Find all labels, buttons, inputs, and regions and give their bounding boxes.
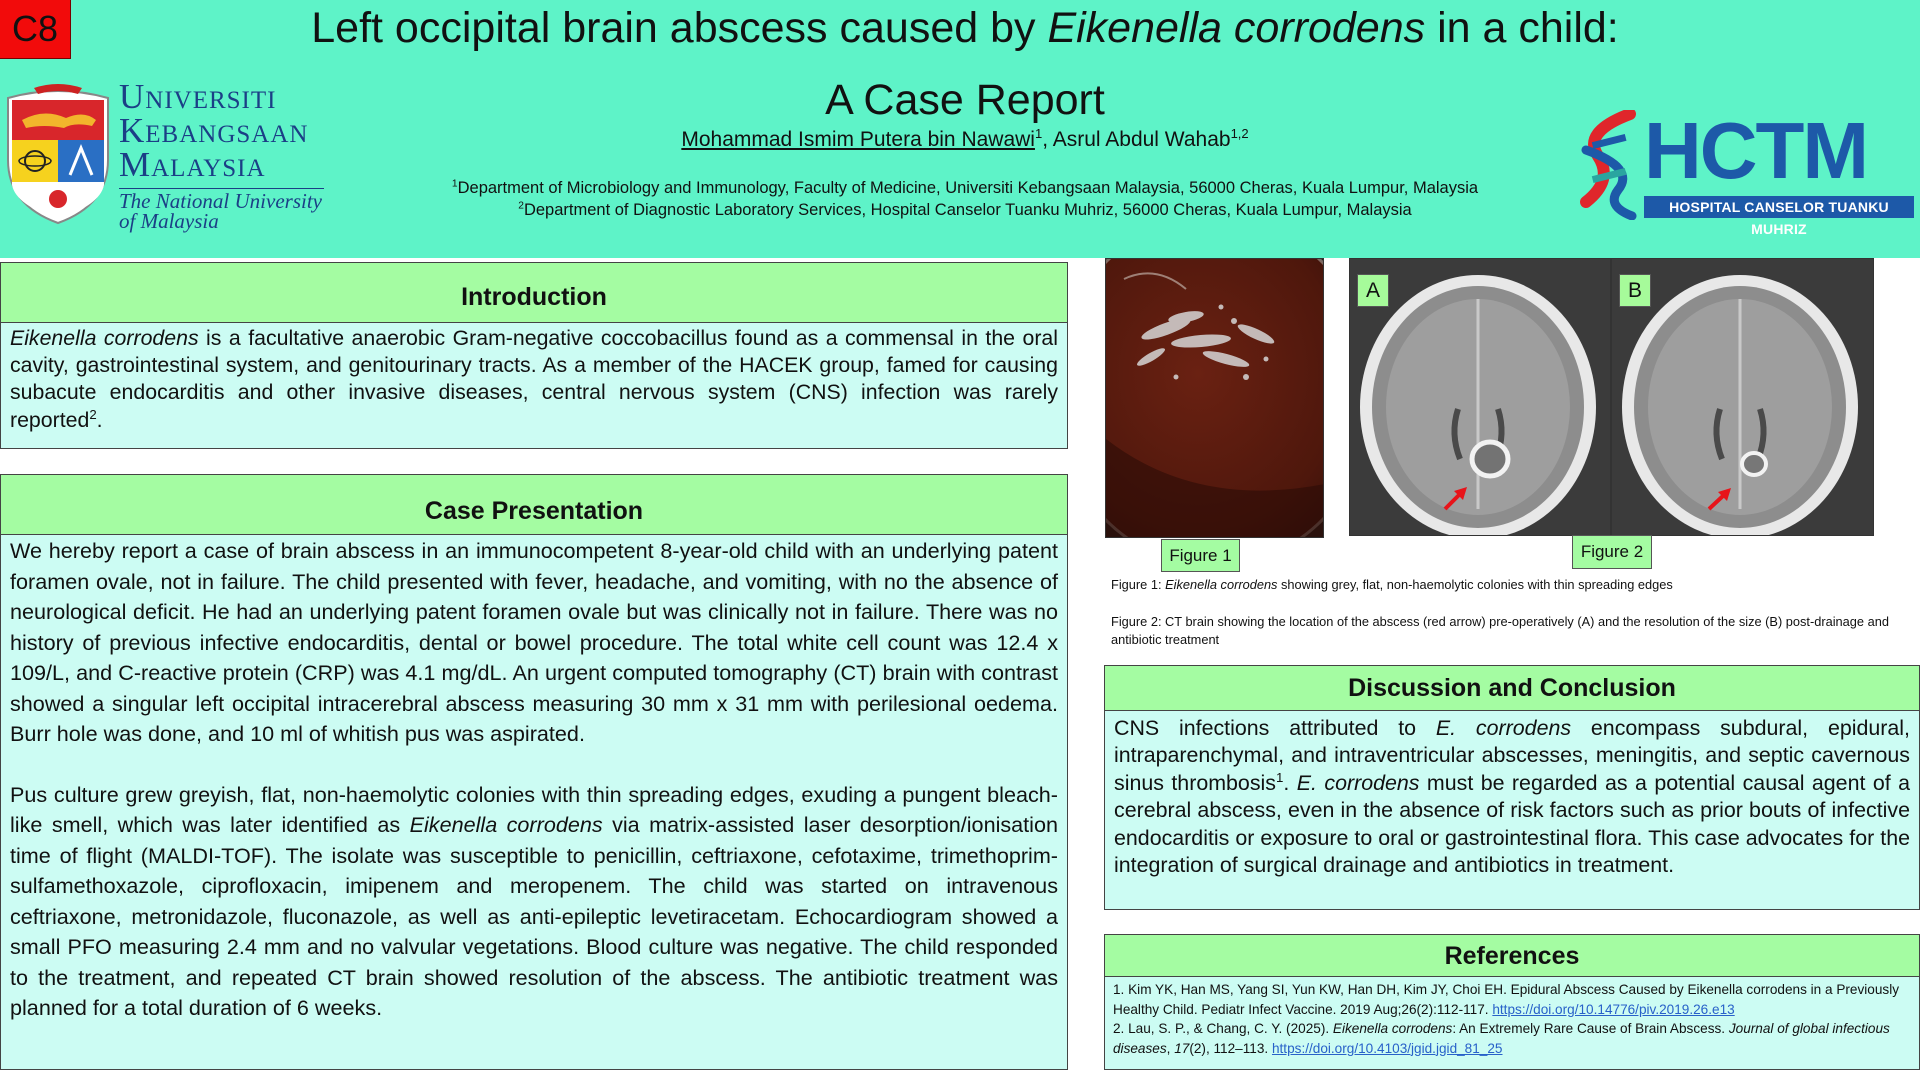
ukm-tagline-line2: of Malaysia — [119, 209, 219, 233]
reference-2-pages: (2), 112–113. — [1189, 1040, 1272, 1056]
reference-1-text: 1. Kim YK, Han MS, Yang SI, Yun KW, Han DH, Kim JY, Choi EH. Epidural Abscess Caused by Eikenella corrodens in a Previously Healthy Child. Pediatr Infect Vaccine. 2019 Aug;26(2):112-117. — [1113, 982, 1900, 1017]
caption-1-text: showing grey, flat, non-haemolytic colonies with thin spreading edges — [1277, 577, 1673, 592]
reference-2-authors: 2. Lau, S. P., & Chang, C. Y. (2025). — [1113, 1021, 1333, 1036]
introduction-organism: Eikenella corrodens — [10, 326, 199, 350]
reference-2-comma: , — [1166, 1040, 1175, 1056]
discussion-text-4: must be regarded as a potential causal agent of a cerebral abscess, even in the absence of risk factors such as prior bouts of infective endocarditis or exposure to oral or gastrointestinal flora. This case advocates for the integration of surgical drainage and antibiotics in treatment. — [1114, 770, 1910, 878]
introduction-section — [0, 262, 1068, 449]
reference-2-title: : An Extremely Rare Cause of Brain Abscess. — [1452, 1021, 1729, 1036]
discussion-section — [1104, 665, 1920, 910]
figure-2-caption: Figure 2: CT brain showing the location of the abscess (red arrow) pre-operatively (A) and the resolution of the size (B) post-drainage and antibiotic treatment — [1111, 614, 1889, 647]
ct-label-a: A — [1357, 274, 1389, 307]
title-text-end: in a child: — [1425, 4, 1619, 52]
culture-plate-image — [1106, 259, 1324, 538]
ct-label-b: B — [1619, 274, 1651, 307]
discussion-body — [1105, 711, 1919, 879]
ukm-logo — [4, 77, 322, 233]
case-paragraph-2-start: Pus culture grew greyish, flat, non-haemolytic colonies with thin spreading edges, exuding a pungent bleach-like smell, which was later identified as — [10, 781, 1058, 837]
discussion-citation: 1 — [1275, 769, 1284, 785]
case-presentation-section — [0, 474, 1068, 1070]
ukm-name-line2: Kebangsaan — [119, 111, 309, 150]
references-heading: References — [1105, 935, 1919, 977]
figure-2-label: Figure 2 — [1572, 535, 1652, 569]
affiliation-1 — [150, 179, 1780, 198]
introduction-body — [1, 323, 1067, 434]
ukm-name — [119, 77, 309, 184]
case-presentation-body — [1, 535, 1067, 1024]
figure-1-label: Figure 1 — [1161, 539, 1240, 572]
case-presentation-heading: Case Presentation — [1, 475, 1067, 535]
authors — [150, 128, 1780, 152]
reference-2 — [1113, 1019, 1911, 1058]
reference-1 — [1113, 980, 1911, 1019]
ukm-name-line3: Malaysia — [119, 145, 266, 184]
discussion-text-2: encompass subdural, epidural, intraparenchymal, and intraventricular abscesses, meningitis, and septic cavernous sinus thrombosis — [1114, 716, 1910, 795]
caption-1-prefix: Figure 1: — [1111, 577, 1166, 592]
poster-header — [0, 0, 1920, 258]
case-paragraph-1: We hereby report a case of brain abscess in an immunocompetent 8-year-old child with an underlying patent foramen ovale, not in failure. The child presented with fever, headache, and vomiting, with no the absence of neurological deficit. He had an underlying patent foramen ovale but was clinically not in failure. There was no history of previous infective endocarditis, dental or bowel procedure. The total white cell count was 12.4 x 109/L, and C-reactive protein (CRP) was 4.1 mg/dL. An urgent computed tomography (CT) brain with contrast showed a singular left occipital intracerebral abscess measuring 30 mm x 31 mm with perilesional oedema. Burr hole was done, and 10 ml of whitish pus was aspirated. — [10, 538, 1058, 746]
ukm-name-line1: Universiti — [119, 77, 277, 116]
poster-code-badge: C8 — [0, 0, 71, 59]
hctm-name: HCTM — [1644, 106, 1868, 195]
figure-1-caption — [1111, 576, 1911, 594]
figure-1-culture-photo — [1105, 258, 1324, 538]
introduction-end: . — [96, 407, 103, 432]
poster-title-line2: A Case Report — [825, 76, 1105, 124]
case-paragraph-2-organism: Eikenella corrodens — [409, 812, 603, 837]
author-2: Asrul Abdul Wahab — [1052, 128, 1231, 151]
affiliation-2-text: Department of Diagnostic Laboratory Services, Hospital Canselor Tuanku Muhriz, 56000 Cheras, Kuala Lumpur, Malaysia — [523, 201, 1412, 219]
affiliation-1-number: 1 — [451, 178, 458, 190]
affiliation-2 — [150, 201, 1780, 220]
author-1: Mohammad Ismim Putera bin Nawawi — [681, 128, 1035, 151]
ukm-tagline — [119, 188, 324, 231]
hctm-helix-icon — [1578, 110, 1644, 220]
references-list — [1105, 977, 1919, 1058]
hctm-logo — [1578, 106, 1916, 237]
reference-1-link[interactable]: https://doi.org/10.14776/piv.2019.26.e13 — [1492, 1001, 1735, 1017]
case-paragraph-2 — [10, 780, 1058, 1024]
ct-brain-image-post — [1612, 259, 1874, 536]
poster-title-line1 — [150, 4, 1780, 53]
author-1-affil: 1 — [1034, 126, 1043, 141]
ukm-crest-icon — [4, 80, 112, 225]
ukm-tagline-line1: The National University — [119, 189, 322, 213]
discussion-organism-2: E. corrodens — [1296, 770, 1420, 795]
discussion-organism-1: E. corrodens — [1435, 716, 1572, 740]
author-2-affil: 1,2 — [1230, 126, 1249, 141]
reference-2-journal: Journal of global infectious diseases — [1113, 1021, 1890, 1056]
figure-2a-ct-scan — [1349, 258, 1611, 536]
introduction-text: is a facultative anaerobic Gram-negative coccobacillus found as a commensal in the oral cavity, gastrointestinal system, and genitourinary tracts. As a member of the HACEK group, famed for causing subacute endocarditis and other invasive diseases, central nervous system (CNS) infection was rarely reported — [10, 326, 1058, 432]
affiliation-1-text: Department of Microbiology and Immunology, Faculty of Medicine, Universiti Kebangsaan Malaysia, 56000 Cheras, Kuala Lumpur, Malaysia — [457, 179, 1479, 197]
reference-2-organism: Eikenella corrodens — [1332, 1021, 1453, 1036]
discussion-text-3: . — [1283, 770, 1297, 795]
case-paragraph-2-end: via matrix-assisted laser desorption/ionisation time of flight (MALDI-TOF). The isolate was susceptible to penicillin, ceftriaxone, cefotaxime, trimethoprim-sulfamethoxazole, ciprofloxacin, imipenem and meropenem. The child was started on intravenous ceftriaxone, metronidazole, fluconazole, as well as anti-epileptic levetiracetam. Echocardiogram showed a small PFO measuring 2.4 mm and no valvular vegetations. Blood culture was negative. The child responded to the treatment, and repeated CT brain showed resolution of the abscess. The antibiotic treatment was planned for a total duration of 6 weeks. — [10, 812, 1058, 1020]
references-section — [1104, 934, 1920, 1070]
discussion-heading: Discussion and Conclusion — [1105, 666, 1919, 711]
author-separator: , — [1042, 128, 1053, 151]
introduction-heading: Introduction — [1, 263, 1067, 323]
caption-1-organism: Eikenella corrodens — [1165, 577, 1278, 592]
figure-2b-ct-scan — [1611, 258, 1874, 536]
reference-2-link[interactable]: https://doi.org/10.4103/jgid.jgid_81_25 — [1271, 1040, 1503, 1056]
reference-2-volume: 17 — [1174, 1040, 1190, 1056]
affiliation-2-number: 2 — [518, 200, 524, 212]
title-organism: Eikenella corrodens — [1047, 4, 1426, 52]
title-text: Left occipital brain abscess caused by — [311, 4, 1048, 52]
discussion-text-1: CNS infections attributed to — [1114, 716, 1436, 740]
ct-brain-image-pre — [1350, 259, 1611, 536]
hctm-subtitle: HOSPITAL CANSELOR TUANKU MUHRIZ — [1644, 196, 1914, 218]
introduction-citation: 2 — [89, 406, 97, 422]
